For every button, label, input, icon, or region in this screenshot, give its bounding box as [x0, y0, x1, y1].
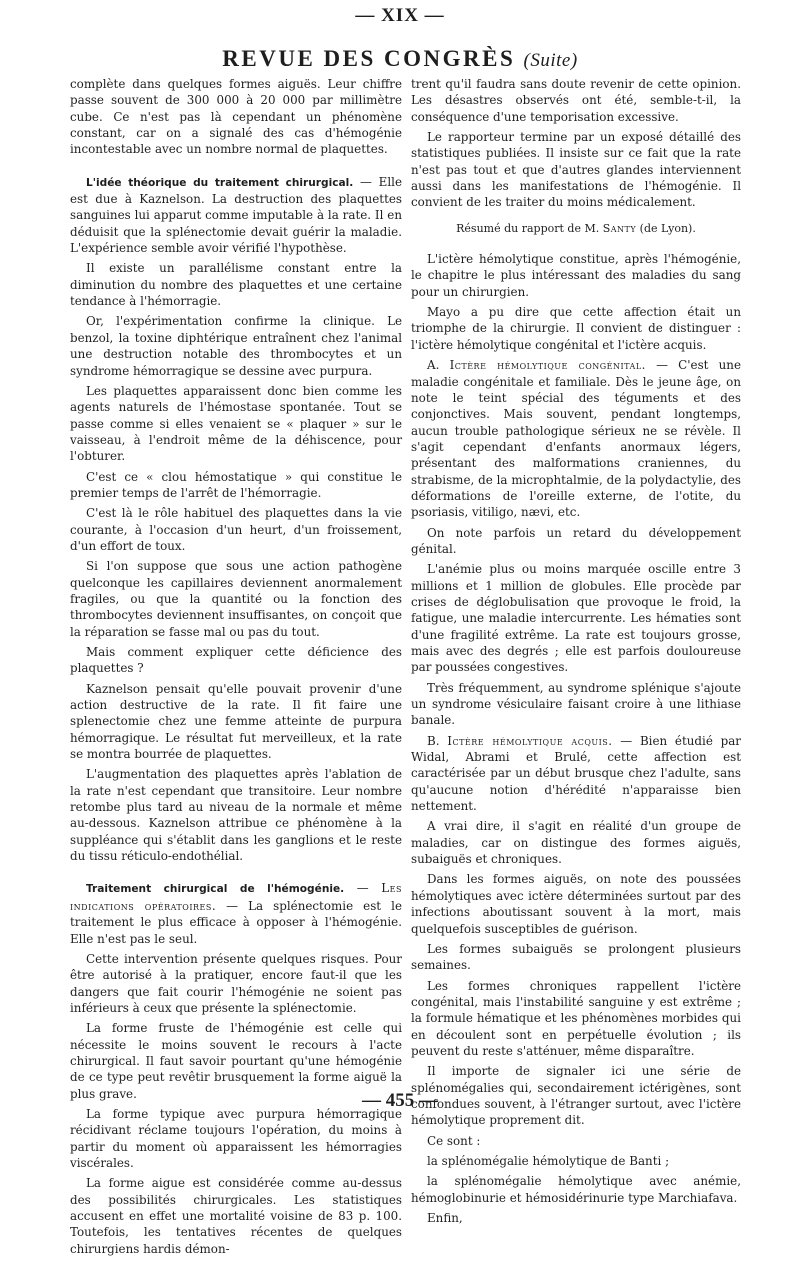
paragraph-text: — C'est une maladie congénitale et familiale. Dès le jeune âge, on note le teint spécial des téguments et des conjonctives. Mais souvent, pendant longtemps, aucun trouble pathologique sérieux ne se révèle. Il s'agit cependant d'enfants anormaux légers, présentant des malformations craniennes, du strabisme, de la microphtalmie, de la polydactylie, des déformations de l'oreille externe, de l'otite, du psoriasis, vitiligo, nævi, etc. — [411, 358, 741, 520]
report-heading-text: Résumé du rapport de M. — [456, 221, 603, 235]
subsection-title: Ictère hémolytique congénital. — [449, 358, 646, 373]
paragraph: Kaznelson pensait qu'elle pouvait provenir d'une action destructive de la rate. Il fit faire une splenectomie chez une femme atteinte de purpura hémorragique. Le résultat fut merveilleux, et la rate se montra bourrée de plaquettes. — [70, 681, 402, 762]
subsection-label: Les indications opératoires. — [70, 881, 402, 913]
paragraph-continued: complète dans quelques formes aiguës. Leur chiffre passe souvent de 300 000 à 20 000 par millimètre cube. Ce n'est pas là cependant un phénomène constant, car on a signalé des cas d'hémogénie incontestable avec un nombre normal de plaquettes. — [70, 77, 402, 157]
paragraph: La forme typique avec purpura hémorragique récidivant réclame toujours l'opération, du moins à partir du moment où apparaissent les hémorragies viscérales. — [70, 1106, 402, 1170]
paragraph: Mais comment expliquer cette déficience des plaquettes ? — [70, 645, 402, 676]
paragraph: La forme aigue est considérée comme au-dessus des possibilités chirurgicales. Les statistiques accusent en effet une mortalité voisine de 83 p. 100. Toutefois, les tentatives récentes de quelques chirurgiens hardis démon- — [70, 1176, 402, 1256]
paragraph: Cette intervention présente quelques risques. Pour être autorisé à la pratiquer, encore faut-il que les dangers que fait courir l'hémogénie ne soient pas inférieurs à ceux que présente la splénectomie. — [70, 951, 402, 1015]
paragraph: L'anémie plus ou moins marquée oscille entre 3 millions et 1 million de globules. Elle procède par crises de déglobulisation que provoque le froid, la fatigue, une maladie intercurrente. Les hématies sont d'une fragilité extrême. La rate est toujours grosse, mais avec des degrés ; elle est parfois douloureuse par poussées congestives. — [411, 562, 741, 675]
paragraph: Les plaquettes apparaissent donc bien comme les agents naturels de l'hémostase spontanée. Tout se passe comme si elles venaient se « plaquer » sur le vaisseau, à l'endroit même de la déhiscence, pour l'obturer. — [70, 383, 402, 464]
paragraph: la splénomégalie hémolytique de Banti ; — [427, 1153, 670, 1168]
paragraph: C'est ce « clou hémostatique » qui constitue le premier temps de l'arrêt de l'hémorragie. — [70, 469, 402, 500]
paragraph: C'est là le rôle habituel des plaquettes dans la vie courante, à l'occasion d'un heurt, d'un froissement, d'un effort de toux. — [70, 506, 402, 553]
paragraph: Les formes subaiguës se prolongent plusieurs semaines. — [411, 941, 741, 973]
paragraph: Si l'on suppose que sous une action pathogène quelconque les capillaires deviennent anormalement fragiles, ou que la quantité ou la fonction des thrombocytes deviennent insuffisantes, on conçoit que la réparation se fasse mal ou pas du tout. — [70, 559, 402, 639]
paragraph: la splénomégalie hémolytique avec anémie, hémoglobinurie et hémosidérinurie type Marchiafava. — [411, 1174, 741, 1205]
arabic-page-number: — 455 — — [362, 1090, 438, 1111]
paragraph: Il importe de signaler ici une série de splénomégalies qui, secondairement ictérigènes, sont confondues souvent, à l'étranger surtout, avec l'ictère hémolytique proprement dit. — [411, 1064, 741, 1128]
roman-page-number: — XIX — — [355, 5, 445, 26]
section-gap — [70, 868, 402, 880]
paragraph: Ce sont : — [427, 1133, 481, 1148]
left-column — [70, 76, 402, 1261]
paragraph: Il existe un parallélisme constant entre la diminution du nombre des plaquettes et une certaine tendance à l'hémorragie. — [70, 261, 402, 309]
paragraph: Les formes chroniques rappellent l'ictère congénital, mais l'instabilité sanguine y est extrême ; la formule hématique et les phénomènes morbides qui en découlent sont en perpétuelle évolution ; ils peuvent du reste s'atténuer, même disparaître. — [411, 978, 741, 1058]
subsection-title: Ictère hémolytique acquis. — [447, 733, 613, 748]
paragraph-text: — Elle est due à Kaznelson. La destruction des plaquettes sanguines lui apparut comme imputable à la rate. Il en déduisit que la splénectomie devait guérir la maladie. L'expérience semble avoir vérifié l'hypothèse. — [70, 174, 402, 256]
paragraph: Très fréquemment, au syndrome splénique s'ajoute un syndrome vésiculaire faisant croire à une lithiase banale. — [411, 680, 741, 728]
running-title — [0, 46, 800, 72]
report-heading — [411, 221, 741, 237]
section-paragraph — [70, 174, 402, 257]
paragraph: Mayo a pu dire que cette affection était un triomphe de la chirurgie. Il convient de distinguer : l'ictère hémolytique congénital et l'ictère acquis. — [411, 305, 741, 352]
paragraph: Dans les formes aiguës, on note des poussées hémolytiques avec ictère déterminées surtout par des infections aboutissant souvent à la mort, mais quelquefois susceptibles de guérison. — [411, 872, 741, 936]
lettered-paragraph — [411, 357, 741, 520]
right-column — [411, 76, 741, 1230]
paragraph: L'augmentation des plaquettes après l'ablation de la rate n'est cependant que transitoire. Leur nombre retombe plus tard au niveau de la normale et même au-dessous. Kaznelson attribue ce phénomène à la suppléance qui s'établit dans les ganglions et le reste du tissu réticulo-endothélial. — [70, 767, 402, 864]
section-letter: B. — [427, 733, 448, 748]
paragraph: Le rapporteur termine par un exposé détaillé des statistiques publiées. Il insiste sur ce fait que la rate n'est pas tout et que d'autres glandes interviennent aussi dans les manifestations de l'hémogénie. Il convient de les traiter du moins médicalement. — [411, 130, 741, 210]
paragraph: L'ictère hémolytique constitue, après l'hémogénie, le chapitre le plus intéressant des maladies du sang pour un chirurgien. — [411, 252, 741, 299]
paragraph: Enfin, — [427, 1211, 463, 1225]
paragraph-text: — Bien étudié par Widal, Abrami et Brulé, cette affection est caractérisée par un début brusque chez l'adulte, sans qu'aucune notion d'hérédité n'apparaisse bien nettement. — [411, 733, 741, 814]
section-letter: A. — [427, 358, 450, 373]
paragraph: On note parfois un retard du développement génital. — [411, 525, 741, 556]
paragraph: Or, l'expérimentation confirme la clinique. Le benzol, la toxine diphtérique entraînent chez l'animal une destruction notable des thrombocytes et un syndrome hémorragique se dessine avec purpura. — [70, 314, 402, 378]
paragraph: A vrai dire, il s'agit en réalité d'un groupe de maladies, car on distingue des formes aiguës, subaiguës et chroniques. — [411, 819, 741, 867]
lettered-paragraph — [411, 733, 741, 815]
paragraph-continued: trent qu'il faudra sans doute revenir de cette opinion. Les désastres observés ont été, semble-t-il, la conséquence d'une temporisation excessive. — [411, 77, 741, 124]
running-title-suite: (Suite) — [523, 50, 578, 71]
section-paragraph — [70, 880, 402, 946]
report-heading-text: (de Lyon). — [636, 221, 696, 235]
paragraph-text: — — [344, 881, 382, 896]
section-heading: L'idée théorique du traitement chirurgical. — [86, 176, 354, 189]
paragraph: La forme fruste de l'hémogénie est celle qui nécessite le moins souvent le recours à l'acte chirurgical. Il faut savoir pourtant qu'une hémogénie de ce type peut revêtir brusquement la forme aiguë la plus grave. — [70, 1021, 402, 1101]
paragraph-text: — La splénectomie est le traitement le plus efficace à opposer à l'hémogénie. Elle n'est pas le seul. — [70, 898, 402, 946]
running-title-main: REVUE DES CONGRÈS — [222, 46, 516, 71]
section-heading: Traitement chirurgical de l'hémogénie. — [86, 883, 345, 896]
rapporteur-name: Santy — [602, 221, 637, 235]
section-gap — [70, 162, 402, 174]
